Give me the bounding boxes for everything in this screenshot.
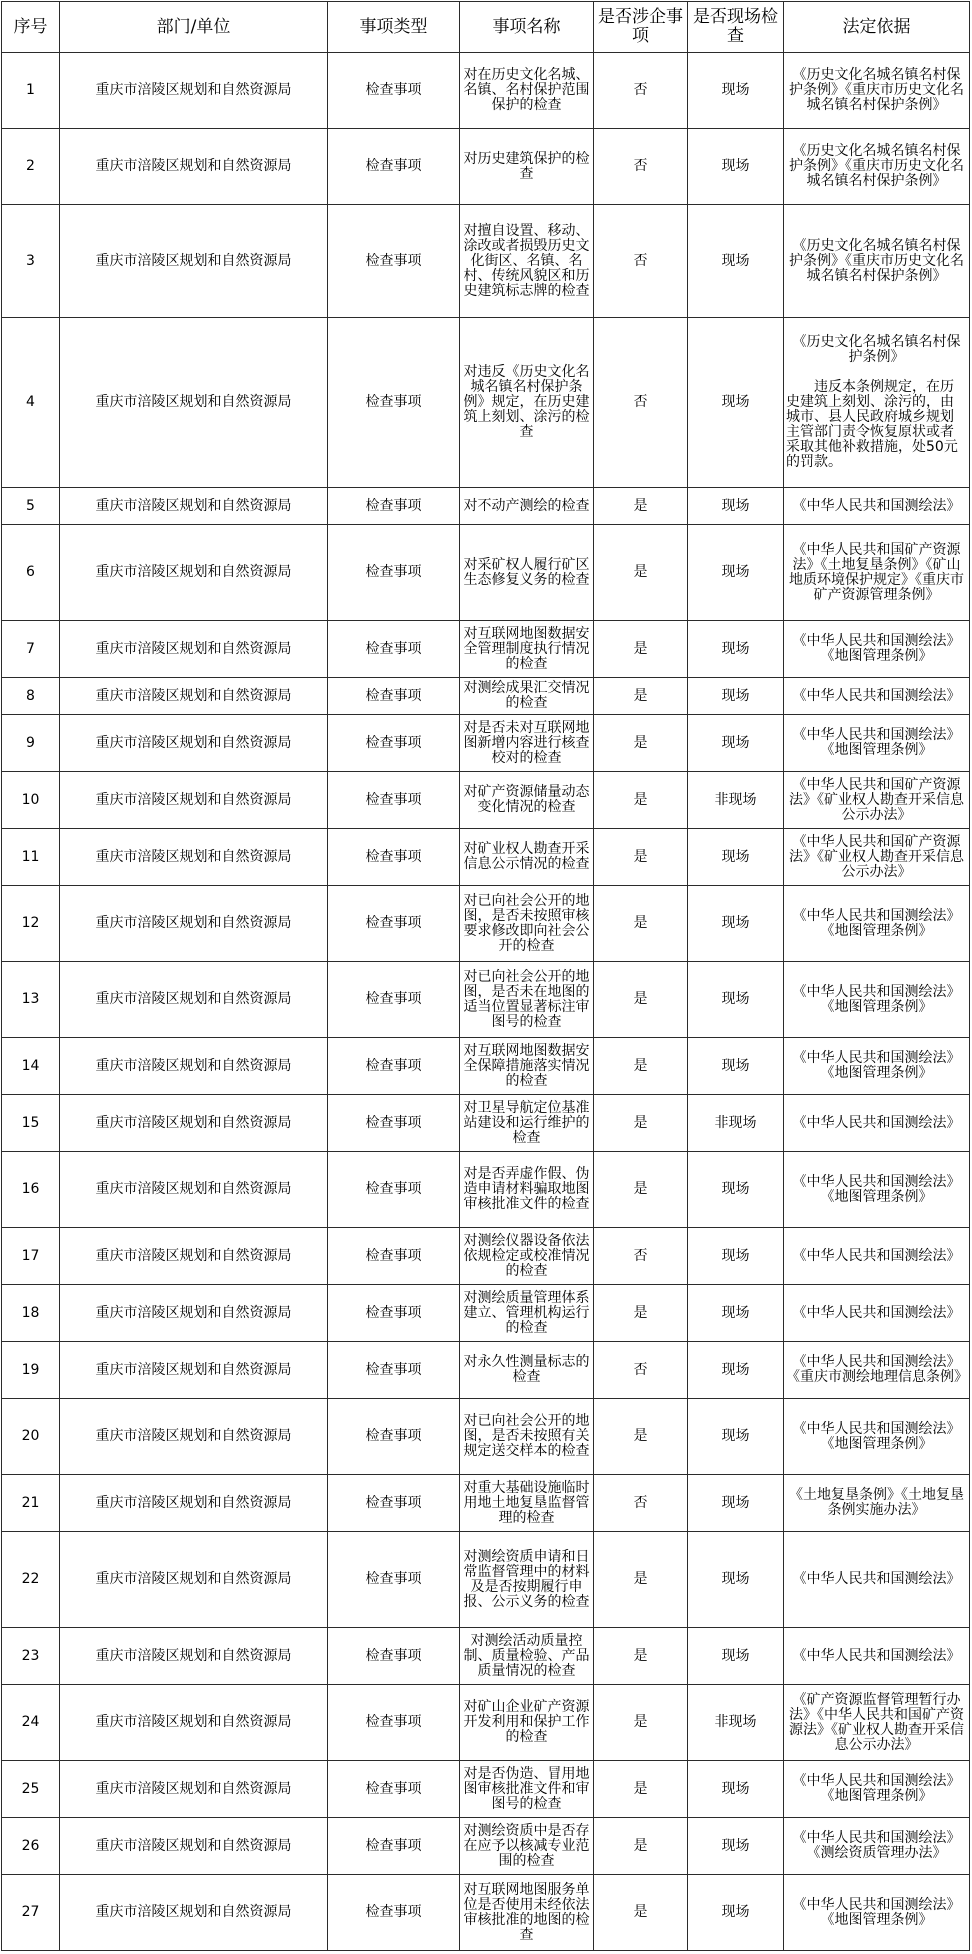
- cell-enterprise: 是: [594, 1285, 688, 1342]
- cell-onsite: 现场: [688, 621, 784, 678]
- cell-dept: 重庆市涪陵区规划和自然资源局: [60, 829, 328, 886]
- table-row: [2, 1875, 970, 1951]
- cell-dept: 重庆市涪陵区规划和自然资源局: [60, 525, 328, 621]
- cell-enterprise: 是: [594, 525, 688, 621]
- cell-dept: 重庆市涪陵区规划和自然资源局: [60, 621, 328, 678]
- cell-type: 检查事项: [328, 621, 460, 678]
- cell-name: 对测绘资质申请和日常监督管理中的材料及是否按期履行申报、公示义务的检查: [460, 1532, 594, 1628]
- table-row: [2, 1152, 970, 1228]
- cell-dept: 重庆市涪陵区规划和自然资源局: [60, 129, 328, 205]
- cell-type: 检查事项: [328, 1228, 460, 1285]
- cell-enterprise: 否: [594, 1342, 688, 1399]
- cell-onsite: 现场: [688, 962, 784, 1038]
- cell-onsite: 现场: [688, 829, 784, 886]
- cell-enterprise: 是: [594, 962, 688, 1038]
- cell-type: 检查事项: [328, 488, 460, 525]
- cell-enterprise: 是: [594, 772, 688, 829]
- cell-enterprise: 否: [594, 1475, 688, 1532]
- cell-dept: 重庆市涪陵区规划和自然资源局: [60, 772, 328, 829]
- cell-onsite: 现场: [688, 488, 784, 525]
- cell-type: 检查事项: [328, 962, 460, 1038]
- cell-no: 24: [2, 1685, 60, 1761]
- header-onsite: 是否现场检查: [688, 2, 784, 53]
- table-row: [2, 772, 970, 829]
- cell-no: 19: [2, 1342, 60, 1399]
- cell-basis: 《中华人民共和国测绘法》: [784, 1095, 970, 1152]
- cell-type: 检查事项: [328, 678, 460, 715]
- cell-basis: 《历史文化名城名镇名村保护条例》《重庆市历史文化名城名镇名村保护条例》: [784, 129, 970, 205]
- cell-basis: 《中华人民共和国测绘法》《地图管理条例》: [784, 886, 970, 962]
- header-type: 事项类型: [328, 2, 460, 53]
- cell-type: 检查事项: [328, 1628, 460, 1685]
- basis-title: 《历史文化名城名镇名村保护条例》: [792, 334, 961, 365]
- cell-basis: 《中华人民共和国测绘法》: [784, 1628, 970, 1685]
- cell-enterprise: 是: [594, 1875, 688, 1951]
- cell-no: 7: [2, 621, 60, 678]
- cell-basis: 《中华人民共和国测绘法》: [784, 1532, 970, 1628]
- cell-no: 18: [2, 1285, 60, 1342]
- cell-enterprise: 是: [594, 715, 688, 772]
- cell-enterprise: 是: [594, 1532, 688, 1628]
- table-row: [2, 1399, 970, 1475]
- cell-basis: 《中华人民共和国测绘法》: [784, 678, 970, 715]
- cell-type: 检查事项: [328, 1475, 460, 1532]
- cell-name: 对测绘仪器设备依法依规检定或校准情况的检查: [460, 1228, 594, 1285]
- cell-onsite: 现场: [688, 1475, 784, 1532]
- cell-type: 检查事项: [328, 1761, 460, 1818]
- cell-name: 对卫星导航定位基准站建设和运行维护的检查: [460, 1095, 594, 1152]
- table-row: [2, 715, 970, 772]
- cell-name: 对历史建筑保护的检查: [460, 129, 594, 205]
- table-row: [2, 1285, 970, 1342]
- cell-enterprise: 是: [594, 829, 688, 886]
- cell-basis: 《中华人民共和国测绘法》《地图管理条例》: [784, 1875, 970, 1951]
- cell-dept: 重庆市涪陵区规划和自然资源局: [60, 1532, 328, 1628]
- cell-no: 4: [2, 318, 60, 488]
- cell-enterprise: 是: [594, 678, 688, 715]
- cell-dept: 重庆市涪陵区规划和自然资源局: [60, 1761, 328, 1818]
- header-basis: 法定依据: [784, 2, 970, 53]
- cell-onsite: 现场: [688, 53, 784, 129]
- cell-onsite: 现场: [688, 678, 784, 715]
- cell-type: 检查事项: [328, 129, 460, 205]
- cell-type: 检查事项: [328, 1399, 460, 1475]
- cell-name: 对测绘成果汇交情况的检查: [460, 678, 594, 715]
- cell-enterprise: 否: [594, 129, 688, 205]
- cell-type: 检查事项: [328, 205, 460, 318]
- cell-basis: 《历史文化名城名镇名村保护条例》《重庆市历史文化名城名镇名村保护条例》: [784, 53, 970, 129]
- cell-basis: 《土地复垦条例》《土地复垦条例实施办法》: [784, 1475, 970, 1532]
- table-row: [2, 1818, 970, 1875]
- cell-enterprise: 否: [594, 205, 688, 318]
- cell-name: 对永久性测量标志的检查: [460, 1342, 594, 1399]
- header-row: [2, 2, 970, 53]
- cell-dept: 重庆市涪陵区规划和自然资源局: [60, 318, 328, 488]
- cell-dept: 重庆市涪陵区规划和自然资源局: [60, 1685, 328, 1761]
- cell-name: 对互联网地图服务单位是否使用未经依法审核批准的地图的检查: [460, 1875, 594, 1951]
- cell-name: 对测绘资质中是否存在应予以核减专业范围的检查: [460, 1818, 594, 1875]
- cell-onsite: 非现场: [688, 1685, 784, 1761]
- cell-no: 15: [2, 1095, 60, 1152]
- cell-enterprise: 是: [594, 1761, 688, 1818]
- cell-basis: 《矿产资源监督管理暂行办法》《中华人民共和国矿产资源法》《矿业权人勘查开采信息公示办法》: [784, 1685, 970, 1761]
- cell-name: 对在历史文化名城、名镇、名村保护范围保护的检查: [460, 53, 594, 129]
- header-enterprise: 是否涉企事项: [594, 2, 688, 53]
- cell-name: 对违反《历史文化名城名镇名村保护条例》规定，在历史建筑上刻划、涂污的检查: [460, 318, 594, 488]
- cell-enterprise: 是: [594, 621, 688, 678]
- cell-dept: 重庆市涪陵区规划和自然资源局: [60, 53, 328, 129]
- cell-no: 5: [2, 488, 60, 525]
- cell-dept: 重庆市涪陵区规划和自然资源局: [60, 1399, 328, 1475]
- cell-dept: 重庆市涪陵区规划和自然资源局: [60, 1038, 328, 1095]
- cell-no: 8: [2, 678, 60, 715]
- cell-basis: 《中华人民共和国矿产资源法》《矿业权人勘查开采信息公示办法》: [784, 772, 970, 829]
- cell-no: 3: [2, 205, 60, 318]
- cell-no: 12: [2, 886, 60, 962]
- cell-basis: 《中华人民共和国矿产资源法》《土地复垦条例》《矿山地质环境保护规定》《重庆市矿产资源管理条例》: [784, 525, 970, 621]
- cell-name: 对采矿权人履行矿区生态修复义务的检查: [460, 525, 594, 621]
- table-row: [2, 962, 970, 1038]
- cell-name: 对测绘质量管理体系建立、管理机构运行的检查: [460, 1285, 594, 1342]
- header-name: 事项名称: [460, 2, 594, 53]
- cell-onsite: 现场: [688, 1228, 784, 1285]
- table-row: [2, 1761, 970, 1818]
- cell-no: 9: [2, 715, 60, 772]
- cell-onsite: 现场: [688, 715, 784, 772]
- cell-onsite: 非现场: [688, 772, 784, 829]
- cell-onsite: 现场: [688, 1342, 784, 1399]
- cell-type: 检查事项: [328, 829, 460, 886]
- cell-type: 检查事项: [328, 1152, 460, 1228]
- table-row: [2, 1228, 970, 1285]
- cell-type: 检查事项: [328, 53, 460, 129]
- table-row: [2, 1475, 970, 1532]
- cell-name: 对矿业权人勘查开采信息公示情况的检查: [460, 829, 594, 886]
- cell-name: 对不动产测绘的检查: [460, 488, 594, 525]
- cell-dept: 重庆市涪陵区规划和自然资源局: [60, 1228, 328, 1285]
- cell-basis: 《历史文化名城名镇名村保护条例》《重庆市历史文化名城名镇名村保护条例》: [784, 205, 970, 318]
- cell-basis: [784, 318, 970, 488]
- cell-no: 21: [2, 1475, 60, 1532]
- cell-basis: 《中华人民共和国测绘法》《地图管理条例》: [784, 1399, 970, 1475]
- cell-onsite: 现场: [688, 1818, 784, 1875]
- cell-type: 检查事项: [328, 886, 460, 962]
- cell-name: 对矿山企业矿产资源开发利用和保护工作的检查: [460, 1685, 594, 1761]
- cell-onsite: 现场: [688, 1399, 784, 1475]
- cell-name: 对已向社会公开的地图，是否未在地图的适当位置显著标注审图号的检查: [460, 962, 594, 1038]
- cell-type: 检查事项: [328, 1685, 460, 1761]
- cell-basis: 《中华人民共和国测绘法》《重庆市测绘地理信息条例》: [784, 1342, 970, 1399]
- cell-onsite: 现场: [688, 1285, 784, 1342]
- cell-dept: 重庆市涪陵区规划和自然资源局: [60, 1628, 328, 1685]
- cell-no: 23: [2, 1628, 60, 1685]
- cell-type: 检查事项: [328, 1095, 460, 1152]
- cell-name: 对互联网地图数据安全保障措施落实情况的检查: [460, 1038, 594, 1095]
- cell-dept: 重庆市涪陵区规划和自然资源局: [60, 488, 328, 525]
- cell-onsite: 现场: [688, 1152, 784, 1228]
- cell-basis: 《中华人民共和国测绘法》《地图管理条例》: [784, 962, 970, 1038]
- cell-basis: 《中华人民共和国测绘法》: [784, 1285, 970, 1342]
- cell-basis: 《中华人民共和国测绘法》: [784, 488, 970, 525]
- table-row: [2, 829, 970, 886]
- table-row: [2, 129, 970, 205]
- cell-onsite: 现场: [688, 1628, 784, 1685]
- table-row: [2, 53, 970, 129]
- cell-basis: 《中华人民共和国测绘法》《地图管理条例》: [784, 621, 970, 678]
- cell-no: 25: [2, 1761, 60, 1818]
- cell-enterprise: 否: [594, 1228, 688, 1285]
- cell-enterprise: 是: [594, 488, 688, 525]
- cell-dept: 重庆市涪陵区规划和自然资源局: [60, 886, 328, 962]
- cell-no: 6: [2, 525, 60, 621]
- cell-onsite: 现场: [688, 129, 784, 205]
- table-row: [2, 488, 970, 525]
- cell-onsite: 现场: [688, 318, 784, 488]
- table-row: [2, 1342, 970, 1399]
- cell-name: 对擅自设置、移动、涂改或者损毁历史文化街区、名镇、名村、传统风貌区和历史建筑标志牌的检查: [460, 205, 594, 318]
- cell-dept: 重庆市涪陵区规划和自然资源局: [60, 1342, 328, 1399]
- header-dept: 部门/单位: [60, 2, 328, 53]
- table-row: [2, 886, 970, 962]
- cell-dept: 重庆市涪陵区规划和自然资源局: [60, 1875, 328, 1951]
- cell-enterprise: 否: [594, 53, 688, 129]
- cell-enterprise: 是: [594, 1152, 688, 1228]
- table-row: [2, 318, 970, 488]
- cell-onsite: 现场: [688, 1038, 784, 1095]
- cell-name: 对重大基础设施临时用地土地复垦监督管理的检查: [460, 1475, 594, 1532]
- cell-onsite: 现场: [688, 1761, 784, 1818]
- cell-no: 10: [2, 772, 60, 829]
- cell-onsite: 现场: [688, 1532, 784, 1628]
- cell-no: 20: [2, 1399, 60, 1475]
- cell-onsite: 现场: [688, 205, 784, 318]
- cell-basis: 《中华人民共和国测绘法》《地图管理条例》: [784, 1152, 970, 1228]
- cell-enterprise: 是: [594, 886, 688, 962]
- cell-type: 检查事项: [328, 1342, 460, 1399]
- table-row: [2, 1095, 970, 1152]
- cell-basis: 《中华人民共和国测绘法》《测绘资质管理办法》: [784, 1818, 970, 1875]
- cell-onsite: 非现场: [688, 1095, 784, 1152]
- table-row: [2, 1628, 970, 1685]
- cell-type: 检查事项: [328, 318, 460, 488]
- cell-enterprise: 是: [594, 1038, 688, 1095]
- cell-enterprise: 否: [594, 318, 688, 488]
- inspection-items-table: [1, 1, 970, 1951]
- cell-basis: 《中华人民共和国测绘法》《地图管理条例》: [784, 1761, 970, 1818]
- cell-name: 对是否伪造、冒用地图审核批准文件和审图号的检查: [460, 1761, 594, 1818]
- cell-dept: 重庆市涪陵区规划和自然资源局: [60, 962, 328, 1038]
- cell-enterprise: 是: [594, 1095, 688, 1152]
- cell-name: 对是否弄虚作假、伪造申请材料骗取地图审核批准文件的检查: [460, 1152, 594, 1228]
- cell-dept: 重庆市涪陵区规划和自然资源局: [60, 715, 328, 772]
- cell-no: 2: [2, 129, 60, 205]
- cell-basis: 《中华人民共和国测绘法》《地图管理条例》: [784, 715, 970, 772]
- cell-dept: 重庆市涪陵区规划和自然资源局: [60, 1095, 328, 1152]
- cell-basis: 《中华人民共和国测绘法》: [784, 1228, 970, 1285]
- cell-onsite: 现场: [688, 886, 784, 962]
- cell-dept: 重庆市涪陵区规划和自然资源局: [60, 678, 328, 715]
- cell-enterprise: 是: [594, 1628, 688, 1685]
- table-row: [2, 205, 970, 318]
- cell-no: 13: [2, 962, 60, 1038]
- table-row: [2, 678, 970, 715]
- cell-name: 对互联网地图数据安全管理制度执行情况的检查: [460, 621, 594, 678]
- table-row: [2, 621, 970, 678]
- cell-dept: 重庆市涪陵区规划和自然资源局: [60, 205, 328, 318]
- cell-name: 对是否未对互联网地图新增内容进行核查校对的检查: [460, 715, 594, 772]
- cell-onsite: 现场: [688, 525, 784, 621]
- cell-no: 17: [2, 1228, 60, 1285]
- table-row: [2, 1532, 970, 1628]
- cell-onsite: 现场: [688, 1875, 784, 1951]
- cell-enterprise: 是: [594, 1685, 688, 1761]
- cell-no: 22: [2, 1532, 60, 1628]
- cell-type: 检查事项: [328, 525, 460, 621]
- cell-basis: 《中华人民共和国测绘法》《地图管理条例》: [784, 1038, 970, 1095]
- cell-no: 27: [2, 1875, 60, 1951]
- cell-type: 检查事项: [328, 1532, 460, 1628]
- cell-dept: 重庆市涪陵区规划和自然资源局: [60, 1818, 328, 1875]
- cell-type: 检查事项: [328, 1875, 460, 1951]
- table-row: [2, 525, 970, 621]
- cell-no: 1: [2, 53, 60, 129]
- cell-no: 11: [2, 829, 60, 886]
- basis-detail: 违反本条例规定，在历史建筑上刻划、涂污的，由城市、县人民政府城乡规划主管部门责令恢复原状或者采取其他补救措施，处50元的罚款。: [786, 379, 958, 470]
- cell-dept: 重庆市涪陵区规划和自然资源局: [60, 1285, 328, 1342]
- cell-type: 检查事项: [328, 715, 460, 772]
- cell-no: 14: [2, 1038, 60, 1095]
- cell-basis: 《中华人民共和国矿产资源法》《矿业权人勘查开采信息公示办法》: [784, 829, 970, 886]
- cell-type: 检查事项: [328, 772, 460, 829]
- cell-type: 检查事项: [328, 1285, 460, 1342]
- cell-name: 对已向社会公开的地图，是否未按照有关规定送交样本的检查: [460, 1399, 594, 1475]
- cell-no: 16: [2, 1152, 60, 1228]
- cell-type: 检查事项: [328, 1818, 460, 1875]
- cell-enterprise: 是: [594, 1818, 688, 1875]
- cell-dept: 重庆市涪陵区规划和自然资源局: [60, 1152, 328, 1228]
- cell-dept: 重庆市涪陵区规划和自然资源局: [60, 1475, 328, 1532]
- table-row: [2, 1038, 970, 1095]
- table-row: [2, 1685, 970, 1761]
- cell-no: 26: [2, 1818, 60, 1875]
- cell-name: 对矿产资源储量动态变化情况的检查: [460, 772, 594, 829]
- header-no: 序号: [2, 2, 60, 53]
- cell-enterprise: 是: [594, 1399, 688, 1475]
- cell-name: 对已向社会公开的地图，是否未按照审核要求修改即向社会公开的检查: [460, 886, 594, 962]
- cell-name: 对测绘活动质量控制、质量检验、产品质量情况的检查: [460, 1628, 594, 1685]
- cell-type: 检查事项: [328, 1038, 460, 1095]
